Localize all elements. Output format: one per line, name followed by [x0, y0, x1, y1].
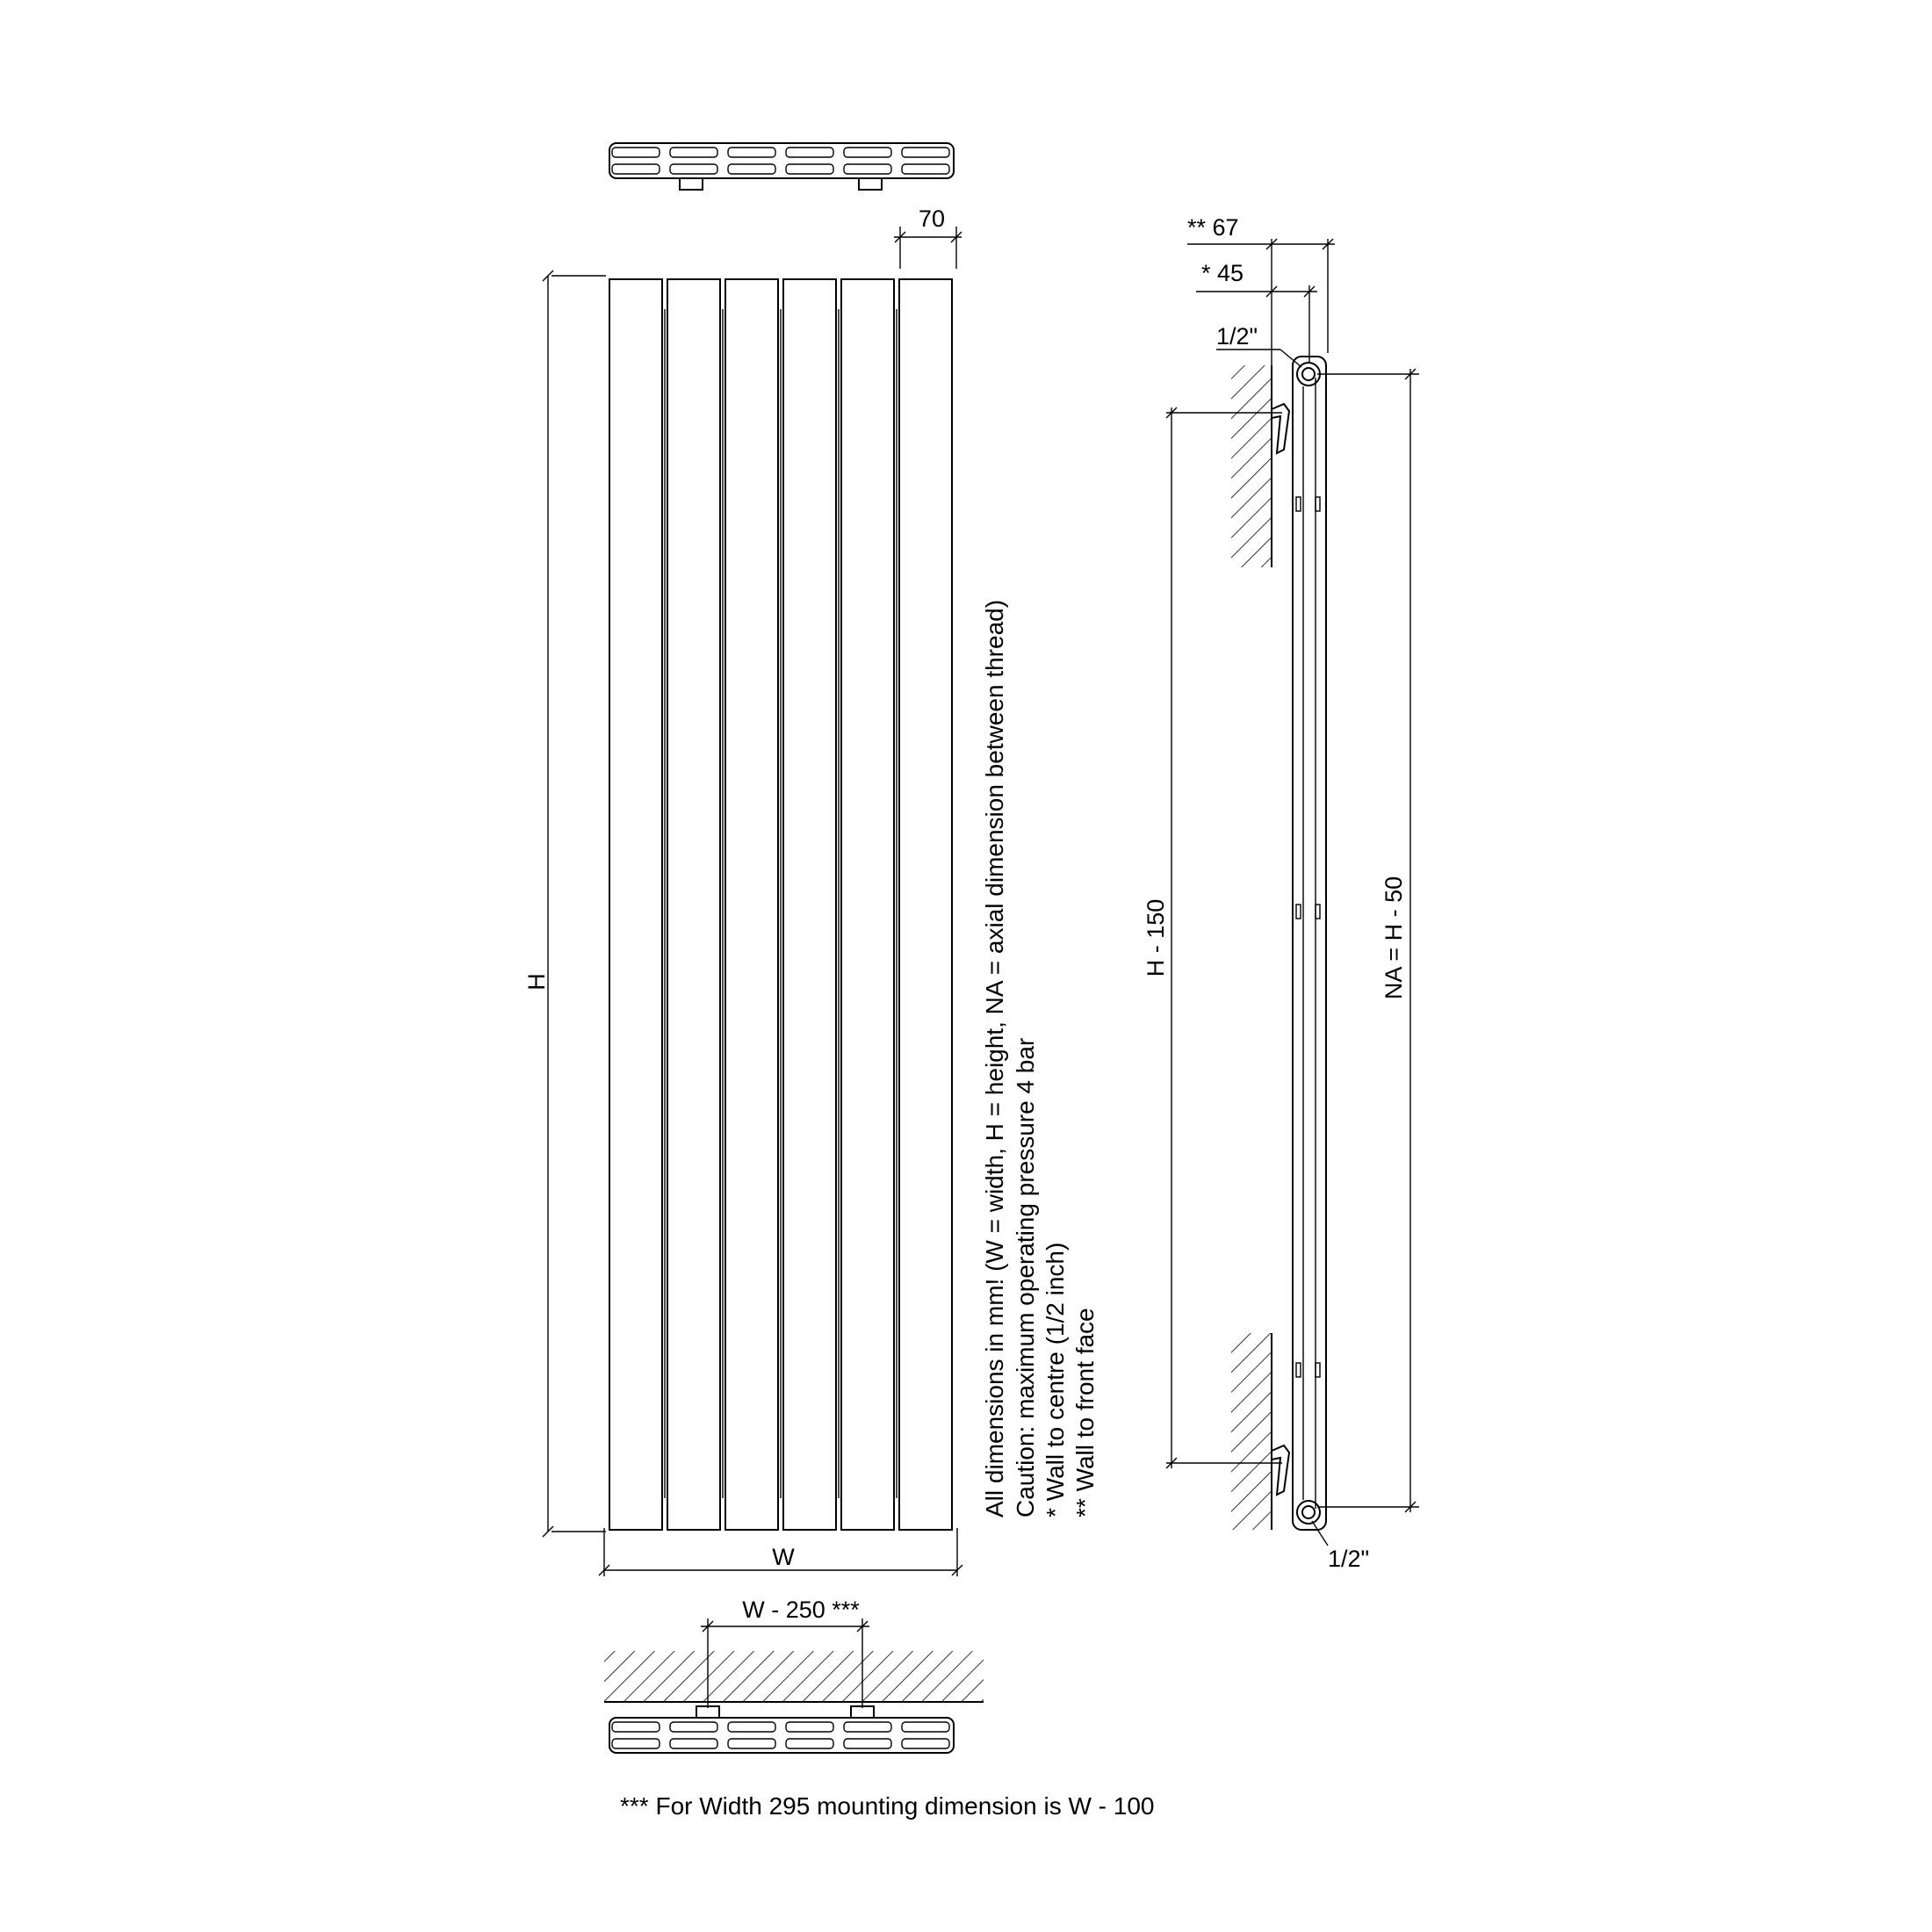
plan-column-top-face	[844, 1722, 891, 1732]
connection-top-label: 1/2"	[1216, 323, 1258, 350]
plan-column-back-face	[612, 1739, 660, 1748]
plan-column-back-face	[728, 1739, 775, 1748]
plan-column-top-face	[612, 148, 660, 157]
connection-bottom-label: 1/2"	[1328, 1546, 1370, 1572]
radiator-column	[609, 279, 662, 1530]
plan-column-top-face	[670, 1722, 717, 1732]
radiator-column	[667, 279, 720, 1530]
plan-column-top-face	[786, 148, 833, 157]
radiator-column	[899, 279, 952, 1530]
height-label: H	[523, 973, 550, 991]
note-line-2: Caution: maximum operating pressure 4 bar	[1012, 1037, 1039, 1517]
bottom-plan-view	[604, 1597, 1155, 1820]
column-width-label: 70	[918, 205, 946, 232]
note-line-3: * Wall to centre (1/2 inch)	[1042, 1242, 1069, 1517]
radiator-column	[725, 279, 778, 1530]
side-view	[1143, 214, 1419, 1572]
top-plan-view	[609, 143, 954, 190]
plan-column-back-face	[670, 1739, 717, 1748]
footnote: *** For Width 295 mounting dimension is W - 100	[620, 1792, 1155, 1820]
plan-column-top-face	[612, 1722, 660, 1732]
front-face-depth-label: ** 67	[1187, 214, 1239, 241]
plan-column-back-face	[728, 164, 775, 174]
plan-column-back-face	[844, 164, 891, 174]
plan-column-back-face	[902, 164, 949, 174]
axial-dimension-label: NA = H - 50	[1381, 876, 1407, 1000]
width-label: W	[772, 1544, 795, 1570]
note-line-4: ** Wall to front face	[1071, 1308, 1099, 1517]
plan-column-back-face	[844, 1739, 891, 1748]
note-line-1: All dimensions in mm! (W = width, H = height, NA = axial dimension between thread)	[981, 599, 1008, 1517]
plan-column-back-face	[902, 1739, 949, 1748]
plan-column-top-face	[902, 1722, 949, 1732]
front-view	[523, 205, 962, 1576]
plan-column-top-face	[844, 148, 891, 157]
plan-column-top-face	[728, 148, 775, 157]
plan-column-top-face	[902, 148, 949, 157]
plan-column-back-face	[612, 164, 660, 174]
plan-column-top-face	[670, 148, 717, 157]
plan-column-back-face	[786, 1739, 833, 1748]
notes-block	[981, 600, 1099, 1517]
plan-column-top-face	[786, 1722, 833, 1732]
mounting-width-label: W - 250 ***	[742, 1597, 860, 1623]
radiator-column	[783, 279, 836, 1530]
radiator-column	[841, 279, 894, 1530]
plan-column-top-face	[728, 1722, 775, 1732]
plan-column-back-face	[786, 164, 833, 174]
bracket-spacing-label: H - 150	[1143, 898, 1169, 977]
plan-column-back-face	[670, 164, 717, 174]
centre-depth-label: * 45	[1201, 260, 1244, 286]
